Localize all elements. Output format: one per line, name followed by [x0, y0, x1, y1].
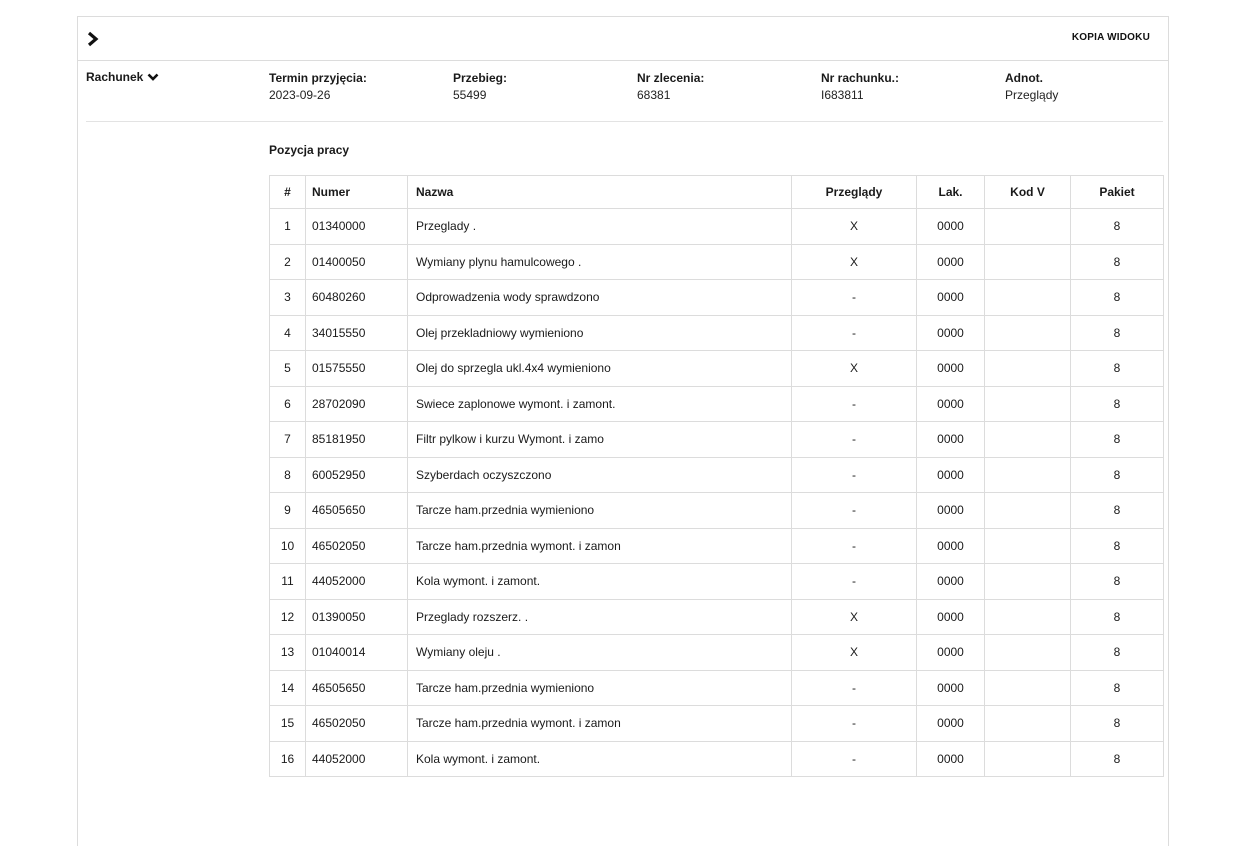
cell-inspection: - [792, 741, 917, 777]
cell-name: Wymiany oleju . [408, 635, 792, 671]
cell-name: Odprowadzenia wody sprawdzono [408, 280, 792, 316]
cell-package: 8 [1071, 635, 1164, 671]
field-label: Przebieg: [453, 71, 508, 85]
cell-name: Tarcze ham.przednia wymieniono [408, 493, 792, 529]
field-label: Adnot. [1005, 71, 1043, 85]
cell-number: 01575550 [306, 351, 408, 387]
cell-index: 2 [270, 244, 306, 280]
cell-index: 10 [270, 528, 306, 564]
cell-package: 8 [1071, 457, 1164, 493]
intake-date-field [269, 70, 367, 104]
col-header-code-v: Kod V [985, 176, 1071, 209]
cell-paint: 0000 [917, 244, 985, 280]
table-row [270, 635, 1164, 671]
cell-package: 8 [1071, 741, 1164, 777]
divider [86, 121, 1163, 122]
section-title: Pozycja pracy [269, 143, 350, 157]
field-label: Termin przyjęcia: [269, 71, 367, 85]
cell-package: 8 [1071, 564, 1164, 600]
annotation-field [1005, 70, 1058, 104]
table-row [270, 280, 1164, 316]
cell-inspection: - [792, 457, 917, 493]
cell-package: 8 [1071, 209, 1164, 245]
cell-inspection: X [792, 351, 917, 387]
cell-number: 01390050 [306, 599, 408, 635]
cell-index: 15 [270, 706, 306, 742]
cell-name: Przeglady rozszerz. . [408, 599, 792, 635]
cell-package: 8 [1071, 599, 1164, 635]
cell-index: 8 [270, 457, 306, 493]
field-value: I683811 [821, 88, 864, 102]
cell-number: 44052000 [306, 564, 408, 600]
table-row [270, 493, 1164, 529]
cell-code-v [985, 386, 1071, 422]
cell-index: 7 [270, 422, 306, 458]
cell-name: Kola wymont. i zamont. [408, 741, 792, 777]
cell-index: 13 [270, 635, 306, 671]
copy-view-button[interactable]: KOPIA WIDOKU [1071, 32, 1150, 43]
cell-number: 60480260 [306, 280, 408, 316]
table-row [270, 741, 1164, 777]
cell-inspection: - [792, 528, 917, 564]
cell-name: Olej przekladniowy wymieniono [408, 315, 792, 351]
cell-package: 8 [1071, 422, 1164, 458]
chevron-right-icon[interactable] [86, 31, 102, 47]
cell-package: 8 [1071, 244, 1164, 280]
cell-inspection: X [792, 635, 917, 671]
col-header-index: # [270, 176, 306, 209]
cell-index: 14 [270, 670, 306, 706]
cell-paint: 0000 [917, 315, 985, 351]
cell-name: Tarcze ham.przednia wymont. i zamon [408, 706, 792, 742]
cell-index: 11 [270, 564, 306, 600]
cell-number: 01340000 [306, 209, 408, 245]
invoice-number-field [821, 70, 899, 104]
cell-package: 8 [1071, 706, 1164, 742]
table-row [270, 706, 1164, 742]
table-row [270, 564, 1164, 600]
col-header-inspections: Przeglądy [792, 176, 917, 209]
table-row [270, 351, 1164, 387]
table-header-row [270, 176, 1164, 209]
table-row [270, 422, 1164, 458]
cell-code-v [985, 741, 1071, 777]
field-label: Nr zlecenia: [637, 71, 705, 85]
cell-number: 46505650 [306, 670, 408, 706]
cell-package: 8 [1071, 315, 1164, 351]
col-header-paint: Lak. [917, 176, 985, 209]
table-row [270, 670, 1164, 706]
cell-index: 16 [270, 741, 306, 777]
col-header-name: Nazwa [408, 176, 792, 209]
cell-paint: 0000 [917, 351, 985, 387]
cell-code-v [985, 209, 1071, 245]
cell-paint: 0000 [917, 670, 985, 706]
cell-code-v [985, 280, 1071, 316]
order-number-field [637, 70, 704, 104]
cell-inspection: X [792, 599, 917, 635]
cell-inspection: - [792, 670, 917, 706]
cell-number: 46505650 [306, 493, 408, 529]
cell-code-v [985, 315, 1071, 351]
work-items-table [269, 175, 1164, 777]
cell-name: Tarcze ham.przednia wymont. i zamon [408, 528, 792, 564]
cell-package: 8 [1071, 280, 1164, 316]
table-row [270, 244, 1164, 280]
cell-inspection: - [792, 422, 917, 458]
mileage-field [453, 70, 507, 104]
cell-code-v [985, 351, 1071, 387]
cell-number: 46502050 [306, 528, 408, 564]
cell-name: Olej do sprzegla ukl.4x4 wymieniono [408, 351, 792, 387]
cell-number: 01400050 [306, 244, 408, 280]
cell-paint: 0000 [917, 493, 985, 529]
cell-paint: 0000 [917, 635, 985, 671]
cell-inspection: - [792, 564, 917, 600]
cell-number: 85181950 [306, 422, 408, 458]
cell-code-v [985, 599, 1071, 635]
cell-code-v [985, 635, 1071, 671]
cell-code-v [985, 706, 1071, 742]
table-row [270, 209, 1164, 245]
cell-name: Filtr pylkow i kurzu Wymont. i zamo [408, 422, 792, 458]
col-header-number: Numer [306, 176, 408, 209]
cell-inspection: - [792, 493, 917, 529]
cell-inspection: X [792, 244, 917, 280]
cell-number: 01040014 [306, 635, 408, 671]
table-row [270, 457, 1164, 493]
cell-number: 46502050 [306, 706, 408, 742]
cell-index: 1 [270, 209, 306, 245]
field-label: Nr rachunku.: [821, 71, 900, 85]
invoice-toggle[interactable] [86, 70, 159, 84]
cell-paint: 0000 [917, 457, 985, 493]
invoice-toggle-label: Rachunek [86, 70, 144, 84]
cell-name: Swiece zaplonowe wymont. i zamont. [408, 386, 792, 422]
cell-code-v [985, 528, 1071, 564]
cell-code-v [985, 422, 1071, 458]
cell-code-v [985, 244, 1071, 280]
field-value: Przeglądy [1005, 88, 1059, 102]
cell-paint: 0000 [917, 209, 985, 245]
table-row [270, 528, 1164, 564]
cell-package: 8 [1071, 493, 1164, 529]
cell-name: Szyberdach oczyszczono [408, 457, 792, 493]
cell-package: 8 [1071, 670, 1164, 706]
cell-paint: 0000 [917, 564, 985, 600]
cell-package: 8 [1071, 386, 1164, 422]
cell-number: 44052000 [306, 741, 408, 777]
cell-inspection: - [792, 280, 917, 316]
cell-name: Przeglady . [408, 209, 792, 245]
cell-inspection: - [792, 386, 917, 422]
cell-number: 60052950 [306, 457, 408, 493]
cell-package: 8 [1071, 351, 1164, 387]
cell-index: 4 [270, 315, 306, 351]
chevron-down-icon [147, 72, 159, 82]
table-row [270, 386, 1164, 422]
cell-paint: 0000 [917, 741, 985, 777]
cell-paint: 0000 [917, 422, 985, 458]
invoice-panel [77, 16, 1169, 846]
cell-paint: 0000 [917, 280, 985, 316]
cell-code-v [985, 670, 1071, 706]
cell-paint: 0000 [917, 599, 985, 635]
cell-inspection: X [792, 209, 917, 245]
cell-name: Tarcze ham.przednia wymieniono [408, 670, 792, 706]
cell-paint: 0000 [917, 386, 985, 422]
col-header-package: Pakiet [1071, 176, 1164, 209]
cell-code-v [985, 457, 1071, 493]
cell-number: 34015550 [306, 315, 408, 351]
cell-index: 9 [270, 493, 306, 529]
cell-number: 28702090 [306, 386, 408, 422]
table-row [270, 315, 1164, 351]
cell-inspection: - [792, 706, 917, 742]
field-value: 2023-09-26 [269, 88, 331, 102]
field-value: 68381 [637, 88, 671, 102]
cell-index: 6 [270, 386, 306, 422]
table-row [270, 599, 1164, 635]
cell-paint: 0000 [917, 706, 985, 742]
cell-index: 5 [270, 351, 306, 387]
cell-code-v [985, 493, 1071, 529]
cell-name: Kola wymont. i zamont. [408, 564, 792, 600]
field-value: 55499 [453, 88, 487, 102]
cell-paint: 0000 [917, 528, 985, 564]
toolbar [78, 17, 1168, 61]
cell-package: 8 [1071, 528, 1164, 564]
cell-index: 12 [270, 599, 306, 635]
cell-inspection: - [792, 315, 917, 351]
cell-code-v [985, 564, 1071, 600]
cell-index: 3 [270, 280, 306, 316]
cell-name: Wymiany plynu hamulcowego . [408, 244, 792, 280]
